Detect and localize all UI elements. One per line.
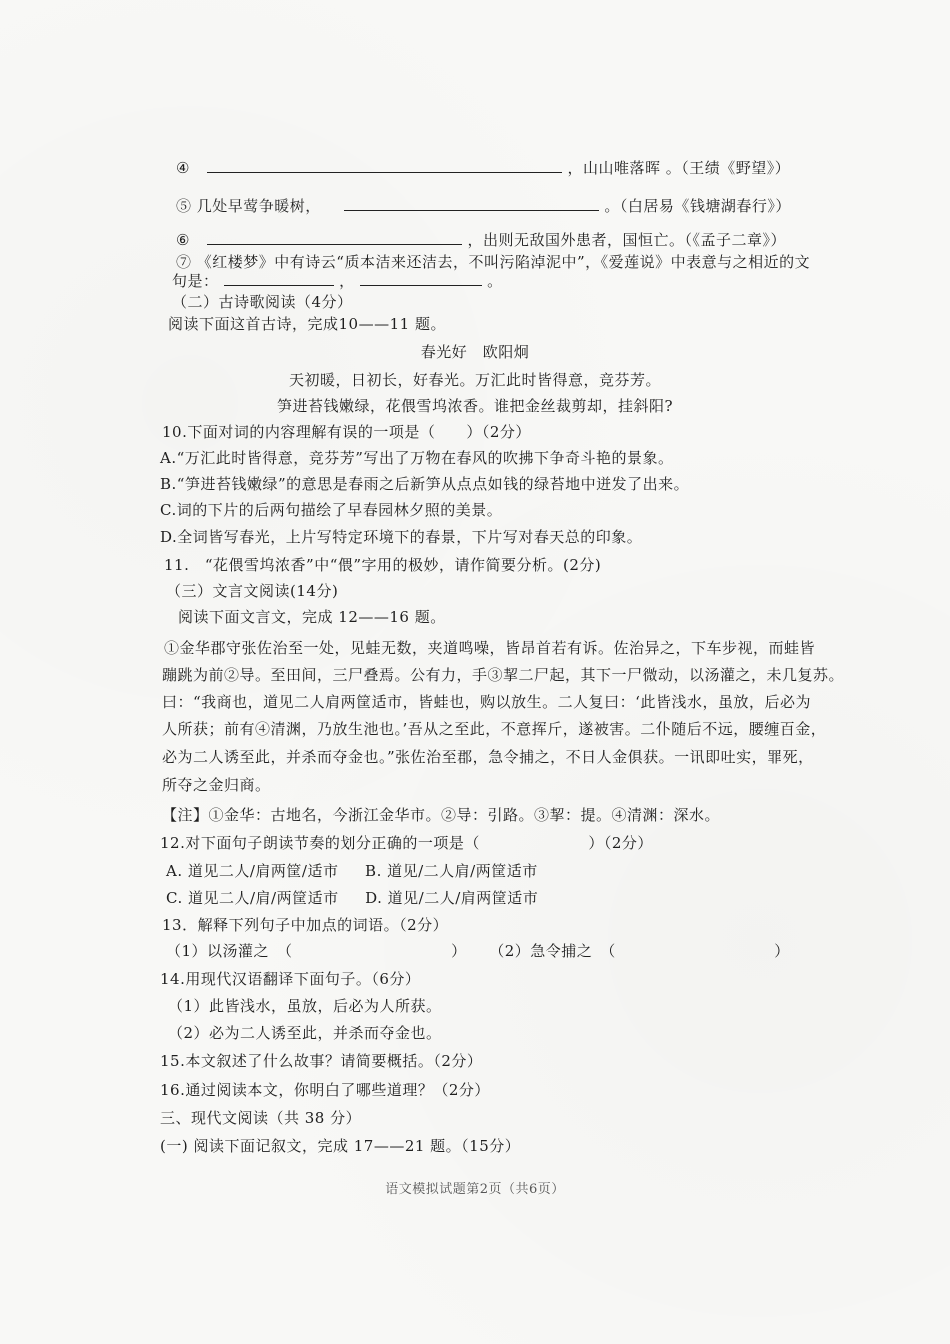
question-4	[176, 158, 790, 178]
question-5-head: 几处早莺争暖树，	[196, 197, 321, 215]
question-7-marker: ⑦	[176, 253, 192, 271]
option-b: B.“笋进苔钱嫩绿”的意思是春雨之后新笋从点点如钱的绿苔地中迸发了出来。	[160, 475, 690, 493]
option-c: C.词的下片的后两句描绘了早春园林夕照的美景。	[160, 501, 503, 519]
option-d: D.全词皆写春光，上片写特定环境下的春景，下片写对春天总的印象。	[160, 528, 643, 546]
section-instruction: 阅读下面这首古诗，完成10——11 题。	[168, 315, 446, 333]
passage-line: 人所获；前有④清渊，乃放生池也。’吾从之至此，不意挥斤，遂被害。二仆随后不远，腰缠百金，	[162, 720, 827, 738]
question-12-options-cd	[166, 888, 538, 908]
option-c: C. 道见二人/肩/两筐适市	[166, 889, 339, 907]
passage-line: 所夺之金归商。	[162, 776, 271, 794]
option-a: A.“万汇此时皆得意，竞芬芳”写出了万物在春风的吹拂下争奇斗艳的景象。	[160, 449, 674, 467]
footnote: 【注】①金华：古地名，今浙江金华市。②导：引路。③挈：提。④清渊：深水。	[162, 806, 721, 824]
question-4-marker: ④	[176, 159, 190, 177]
option-b: B. 道见/二人肩/两筐适市	[365, 862, 538, 880]
section-instruction: 阅读下面文言文，完成 12——16 题。	[178, 608, 446, 626]
question-14-2: （2）必为二人诱至此，并杀而夺金也。	[168, 1024, 442, 1042]
passage-line: 蹦跳为前②导。至田间，三尸叠焉。公有力，手③挈二尸起，其下一尸微动，以汤灌之，未几复苏。	[162, 666, 845, 684]
question-14-1: （1）此皆浅水，虽放，后必为人所获。	[168, 997, 442, 1015]
question-6-marker: ⑥	[176, 231, 190, 249]
question-6	[176, 230, 786, 250]
section-title: （三）文言文阅读(14分)	[166, 582, 339, 600]
question-5-marker: ⑤	[176, 197, 192, 215]
passage-line: ①金华郡守张佐治至一处，见蛙无数，夹道鸣噪，皆昂首若有诉。佐治异之，下车步视，而蛙皆	[164, 639, 816, 657]
poem-title: 春光好 欧阳炯	[420, 343, 530, 361]
answer-blank[interactable]	[360, 271, 482, 286]
passage-line: 曰：“我商也，道见二人肩两筐适市，皆蛙也，购以放生。二人复曰：‘此皆浅水，虽放，后必为	[162, 693, 811, 711]
answer-blank[interactable]	[207, 230, 462, 245]
poem-line: 天初暖，日初长，好春光。万汇此时皆得意，竞芬芳。	[288, 371, 661, 389]
option-d: D. 道见/二人/肩两筐适市	[365, 889, 539, 907]
part-title: 三、现代文阅读（共 38 分）	[160, 1109, 362, 1127]
poem-line: 笋进苔钱嫩绿，花偎雪坞浓香。谁把金丝裁剪却，挂斜阳?	[276, 397, 674, 415]
question-14: 14.用现代汉语翻译下面句子。（6分）	[160, 970, 421, 988]
answer-blank[interactable]	[207, 158, 562, 173]
question-16: 16.通过阅读本文，你明白了哪些道理？（2分）	[160, 1081, 490, 1099]
question-7	[176, 252, 810, 272]
option-a: A. 道见二人/肩两筐/适市	[166, 862, 339, 880]
question-15: 15.本文叙述了什么故事？请简要概括。（2分）	[160, 1052, 483, 1070]
question-12-options-ab	[166, 861, 538, 881]
question-5-tail: 。（白居易《钱塘湖春行》）	[604, 197, 791, 215]
question-13-items: （1）以汤灌之 （ ） （2）急令捕之 （ ）	[166, 942, 790, 960]
section-title: （二）古诗歌阅读（4分）	[172, 293, 353, 311]
question-5	[176, 196, 791, 216]
question-7-text: 《红楼梦》中有诗云“质本洁来还洁去，不叫污陷淖泥中”，《爱莲说》中表意与之相近的文	[196, 253, 811, 271]
passage-line: 必为二人诱至此，并杀而夺金也。”张佐治至郡，急令捕之，不日人金俱获。一讯即吐实，罪死，	[162, 748, 814, 766]
question-12: 12.对下面句子朗读节奏的划分正确的一项是（ ）（2分）	[160, 834, 653, 852]
question-11: 11. “花偎雪坞浓香”中“偎”字用的极妙，请作简要分析。(2分)	[164, 556, 602, 574]
page-footer: 语文模拟试题第2页（共6页）	[385, 1182, 565, 1197]
question-4-tail: ，山山唯落晖 。（王绩《野望》）	[567, 159, 791, 177]
question-7-cont: 句是： ， 。	[172, 272, 503, 290]
question-13: 13．解释下列句子中加点的词语。（2分）	[162, 916, 449, 934]
answer-blank[interactable]	[344, 196, 599, 211]
question-6-tail: ，出则无敌国外患者，国恒亡。（《孟子二章》）	[467, 231, 787, 249]
answer-blank[interactable]	[224, 271, 334, 286]
question-10: 10.下面对词的内容理解有误的一项是（ ）（2分）	[162, 423, 531, 441]
subsection-title: (一) 阅读下面记叙文，完成 17——21 题。（15分）	[160, 1137, 521, 1155]
